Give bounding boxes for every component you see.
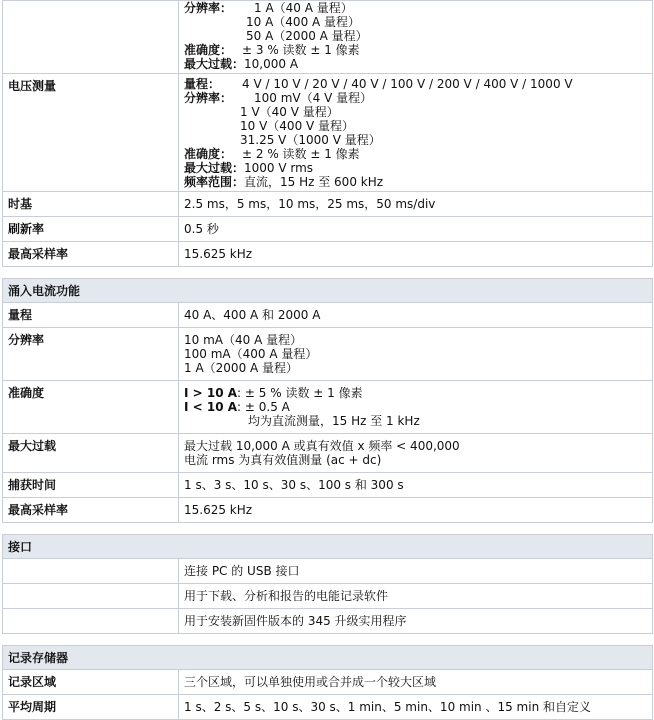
spec-value: 均为直流测量，15 Hz 至 1 kHz [248, 414, 420, 428]
row-value: 40 A、400 A 和 2000 A [179, 303, 653, 328]
table-row [3, 498, 653, 523]
row-label: 量程 [3, 303, 179, 328]
row-label: 最大过载 [3, 434, 179, 473]
row-label: 记录区域 [3, 670, 179, 695]
table-row [3, 609, 653, 634]
voltage-spec-cell [179, 74, 653, 192]
row-label: 捕获时间 [3, 473, 179, 498]
spec-key: 频率范围： [184, 175, 245, 189]
spec-table [2, 0, 653, 720]
row-value: 2.5 ms，5 ms，10 ms，25 ms，50 ms/div [179, 192, 653, 217]
table-row [3, 192, 653, 217]
spec-value: 100 mA（400 A 量程） [184, 347, 318, 361]
section-title: 涌入电流功能 [3, 279, 653, 303]
row-value [179, 695, 653, 720]
spec-value: 电流 rms 为真有效值测量 (ac + dc) [184, 453, 382, 467]
spec-value: 1 s、2 s、5 s、10 s、30 s、1 min、5 min、10 min 、15 min 和自定义 [184, 700, 591, 714]
table-row [3, 559, 653, 584]
spec-value: 10 A（400 A 量程） [246, 15, 361, 29]
table-row [3, 695, 653, 720]
spec-value: : ± 0.5 A [237, 400, 290, 414]
row-value: 1 s、3 s、10 s、30 s、100 s 和 300 s [179, 473, 653, 498]
spec-value: 10,000 A [244, 57, 299, 71]
spec-value: 1000 V rms [244, 161, 314, 175]
table-row [3, 1, 653, 74]
spec-value: 最大过载 10,000 A 或真有效值 x 频率 < 400,000 [184, 439, 460, 453]
row-value: 0.5 秒 [179, 217, 653, 242]
spec-key: I > 10 A [184, 386, 238, 400]
section-header [3, 535, 653, 559]
row-value: 15.625 kHz [179, 242, 653, 267]
table-row [3, 74, 653, 192]
row-value [179, 381, 653, 434]
table-row [3, 584, 653, 609]
row-label: 电压测量 [3, 74, 179, 192]
row-label: 平均周期 [3, 695, 179, 720]
spec-value: : ± 5 % 读数 ± 1 像素 [237, 386, 363, 400]
spec-key: 准确度： [184, 147, 233, 161]
row-value [179, 328, 653, 381]
section-header [3, 279, 653, 303]
spec-key: 量程： [184, 77, 221, 91]
section-header [3, 646, 653, 670]
spec-value: 1 V（40 V 量程） [240, 105, 339, 119]
spec-value: 4 V / 10 V / 20 V / 40 V / 100 V / 200 V / 400 V / 1000 V [242, 77, 573, 91]
row-value: 用于安装新固件版本的 345 升级实用程序 [179, 609, 653, 634]
row-label: 刷新率 [3, 217, 179, 242]
section-title: 接口 [3, 535, 653, 559]
spec-key: 分辨率： [184, 1, 233, 15]
table-row [3, 670, 653, 695]
row-label: 时基 [3, 192, 179, 217]
spec-value: ± 3 % 读数 ± 1 像素 [242, 43, 360, 57]
row-label [3, 559, 179, 584]
row-value: 用于下载、分析和报告的电能记录软件 [179, 584, 653, 609]
spec-key: 准确度： [184, 43, 233, 57]
spec-value: 1 A（40 A 量程） [254, 1, 353, 15]
spec-value: 1 A（2000 A 量程） [184, 361, 299, 375]
row-label [3, 609, 179, 634]
spec-key: 分辨率： [184, 91, 233, 105]
section-title: 记录存储器 [3, 646, 653, 670]
row-value [179, 434, 653, 473]
spec-value: 100 mV（4 V 量程） [254, 91, 373, 105]
row-label [3, 584, 179, 609]
table-row [3, 242, 653, 267]
table-row [3, 473, 653, 498]
spec-value: 直流，15 Hz 至 600 kHz [244, 175, 384, 189]
spec-value: ± 2 % 读数 ± 1 像素 [242, 147, 360, 161]
table-row [3, 381, 653, 434]
spec-value: 31.25 V（1000 V 量程） [240, 133, 381, 147]
table-row [3, 328, 653, 381]
row-value: 15.625 kHz [179, 498, 653, 523]
row-label: 最高采样率 [3, 242, 179, 267]
row-label: 分辨率 [3, 328, 179, 381]
row-label: 准确度 [3, 381, 179, 434]
spec-key: I < 10 A [184, 400, 238, 414]
table-row [3, 434, 653, 473]
row-value: 连接 PC 的 USB 接口 [179, 559, 653, 584]
spec-value: 50 A（2000 A 量程） [246, 29, 368, 43]
row-value: 三个区域，可以单独使用或合并成一个较大区域 [179, 670, 653, 695]
table-row [3, 303, 653, 328]
spec-value: 10 mA（40 A 量程） [184, 333, 303, 347]
row-label [3, 1, 179, 74]
spec-key: 最大过载： [184, 57, 245, 71]
row-label: 最高采样率 [3, 498, 179, 523]
spec-value: 10 V（400 V 量程） [240, 119, 355, 133]
current-spec-cell [179, 1, 653, 74]
table-row [3, 217, 653, 242]
spec-key: 最大过载： [184, 161, 245, 175]
